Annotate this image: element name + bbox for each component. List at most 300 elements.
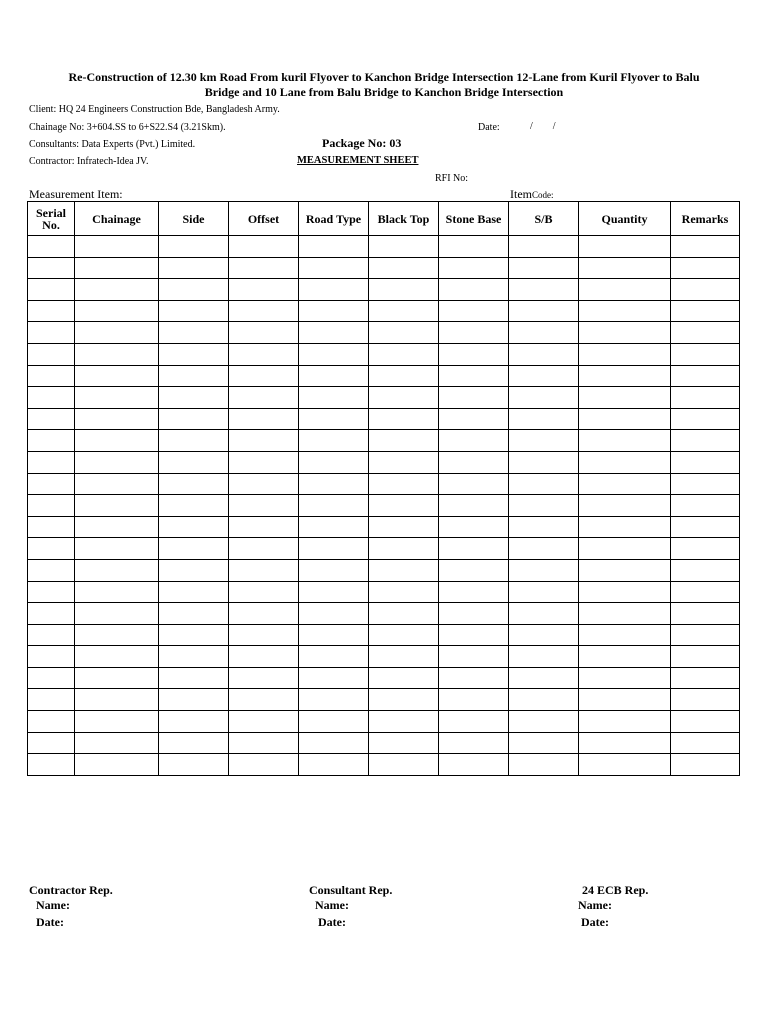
table-cell[interactable] [509, 343, 579, 365]
table-cell[interactable] [75, 646, 159, 668]
table-cell[interactable] [299, 473, 369, 495]
table-cell[interactable] [28, 495, 75, 517]
table-cell[interactable] [439, 732, 509, 754]
table-cell[interactable] [439, 236, 509, 258]
table-row [28, 516, 740, 538]
table-cell[interactable] [369, 343, 439, 365]
table-cell[interactable] [369, 365, 439, 387]
table-cell[interactable] [439, 754, 509, 776]
table-cell[interactable] [159, 451, 229, 473]
table-cell[interactable] [439, 408, 509, 430]
table-cell[interactable] [579, 236, 671, 258]
table-cell[interactable] [671, 732, 740, 754]
table-cell[interactable] [229, 408, 299, 430]
table-cell[interactable] [369, 236, 439, 258]
table-cell[interactable] [369, 711, 439, 733]
table-cell[interactable] [671, 516, 740, 538]
table-cell[interactable] [159, 430, 229, 452]
table-row [28, 430, 740, 452]
table-cell[interactable] [299, 711, 369, 733]
table-cell[interactable] [509, 322, 579, 344]
table-cell[interactable] [75, 473, 159, 495]
table-cell[interactable] [509, 236, 579, 258]
table-cell[interactable] [579, 365, 671, 387]
table-cell[interactable] [28, 711, 75, 733]
table-cell[interactable] [229, 516, 299, 538]
table-cell[interactable] [299, 387, 369, 409]
table-cell[interactable] [369, 538, 439, 560]
table-cell[interactable] [75, 408, 159, 430]
table-cell[interactable] [28, 646, 75, 668]
table-cell[interactable] [229, 689, 299, 711]
table-cell[interactable] [75, 754, 159, 776]
item-code-label [510, 187, 554, 202]
table-cell[interactable] [229, 300, 299, 322]
table-cell[interactable] [229, 236, 299, 258]
table-cell[interactable] [159, 365, 229, 387]
table-cell[interactable] [671, 236, 740, 258]
table-cell[interactable] [579, 689, 671, 711]
table-cell[interactable] [28, 516, 75, 538]
table-cell[interactable] [369, 516, 439, 538]
table-cell[interactable] [439, 300, 509, 322]
table-cell[interactable] [28, 408, 75, 430]
table-cell[interactable] [229, 343, 299, 365]
table-cell[interactable] [509, 603, 579, 625]
table-cell[interactable] [28, 257, 75, 279]
column-header-offset: Offset [229, 202, 299, 236]
table-cell[interactable] [579, 408, 671, 430]
table-cell[interactable] [229, 495, 299, 517]
table-cell[interactable] [299, 322, 369, 344]
table-row [28, 322, 740, 344]
table-cell[interactable] [439, 603, 509, 625]
table-row [28, 559, 740, 581]
table-cell[interactable] [28, 300, 75, 322]
table-cell[interactable] [579, 322, 671, 344]
table-cell[interactable] [159, 279, 229, 301]
table-cell[interactable] [369, 581, 439, 603]
table-cell[interactable] [28, 322, 75, 344]
table-cell[interactable] [75, 516, 159, 538]
table-cell[interactable] [369, 689, 439, 711]
table-cell[interactable] [28, 559, 75, 581]
column-header-road-type: Road Type [299, 202, 369, 236]
table-cell[interactable] [579, 473, 671, 495]
date-label: Date: [478, 122, 500, 133]
table-cell[interactable] [509, 538, 579, 560]
table-cell[interactable] [299, 754, 369, 776]
table-cell[interactable] [369, 451, 439, 473]
table-cell[interactable] [579, 711, 671, 733]
table-cell[interactable] [579, 538, 671, 560]
table-cell[interactable] [509, 451, 579, 473]
table-cell[interactable] [159, 257, 229, 279]
table-cell[interactable] [671, 495, 740, 517]
column-header-quantity: Quantity [579, 202, 671, 236]
table-cell[interactable] [299, 646, 369, 668]
column-header-remarks: Remarks [671, 202, 740, 236]
table-cell[interactable] [75, 581, 159, 603]
table-cell[interactable] [299, 430, 369, 452]
table-cell[interactable] [229, 430, 299, 452]
table-cell[interactable] [229, 711, 299, 733]
table-row [28, 257, 740, 279]
table-cell[interactable] [671, 559, 740, 581]
table-cell[interactable] [509, 667, 579, 689]
table-cell[interactable] [229, 624, 299, 646]
table-cell[interactable] [229, 667, 299, 689]
table-cell[interactable] [28, 430, 75, 452]
table-cell[interactable] [28, 451, 75, 473]
table-cell[interactable] [579, 581, 671, 603]
chainage-line: Chainage No: 3+604.SS to 6+S22.S4 (3.21Skm). [29, 122, 226, 133]
column-header-chainage: Chainage [75, 202, 159, 236]
table-cell[interactable] [75, 257, 159, 279]
table-cell[interactable] [299, 300, 369, 322]
sheet-title: MEASUREMENT SHEET [297, 155, 419, 166]
table-cell[interactable] [671, 257, 740, 279]
table-cell[interactable] [75, 451, 159, 473]
client-line: Client: HQ 24 Engineers Construction Bde, Bangladesh Army. [29, 104, 280, 115]
table-cell[interactable] [509, 408, 579, 430]
table-cell[interactable] [509, 516, 579, 538]
table-cell[interactable] [159, 408, 229, 430]
table-cell[interactable] [299, 451, 369, 473]
table-cell[interactable] [28, 343, 75, 365]
table-cell[interactable] [369, 300, 439, 322]
table-cell[interactable] [75, 711, 159, 733]
table-cell[interactable] [28, 387, 75, 409]
table-cell[interactable] [671, 451, 740, 473]
table-cell[interactable] [229, 581, 299, 603]
table-row [28, 711, 740, 733]
table-cell[interactable] [509, 495, 579, 517]
date-slashes: / / [530, 121, 556, 132]
table-cell[interactable] [299, 559, 369, 581]
table-cell[interactable] [369, 473, 439, 495]
table-cell[interactable] [159, 387, 229, 409]
table-row [28, 473, 740, 495]
table-row [28, 300, 740, 322]
table-cell[interactable] [75, 495, 159, 517]
table-cell[interactable] [671, 538, 740, 560]
table-cell[interactable] [369, 279, 439, 301]
table-cell[interactable] [439, 711, 509, 733]
table-cell[interactable] [579, 603, 671, 625]
table-cell[interactable] [439, 689, 509, 711]
column-header-sb: S/B [509, 202, 579, 236]
table-cell[interactable] [579, 559, 671, 581]
table-cell[interactable] [439, 430, 509, 452]
table-cell[interactable] [159, 667, 229, 689]
table-cell[interactable] [369, 624, 439, 646]
table-cell[interactable] [159, 689, 229, 711]
table-cell[interactable] [159, 322, 229, 344]
table-cell[interactable] [439, 451, 509, 473]
table-cell[interactable] [579, 257, 671, 279]
table-cell[interactable] [671, 430, 740, 452]
table-cell[interactable] [671, 279, 740, 301]
table-cell[interactable] [579, 646, 671, 668]
table-cell[interactable] [159, 300, 229, 322]
table-cell[interactable] [369, 732, 439, 754]
table-cell[interactable] [579, 667, 671, 689]
table-cell[interactable] [159, 732, 229, 754]
table-cell[interactable] [509, 689, 579, 711]
table-cell[interactable] [369, 603, 439, 625]
table-cell[interactable] [299, 365, 369, 387]
table-cell[interactable] [28, 581, 75, 603]
table-cell[interactable] [229, 322, 299, 344]
table-cell[interactable] [369, 667, 439, 689]
table-cell[interactable] [509, 754, 579, 776]
table-cell[interactable] [299, 516, 369, 538]
table-cell[interactable] [671, 646, 740, 668]
table-cell[interactable] [75, 279, 159, 301]
table-cell[interactable] [439, 538, 509, 560]
table-cell[interactable] [579, 300, 671, 322]
table-cell[interactable] [75, 365, 159, 387]
table-cell[interactable] [229, 387, 299, 409]
table-body [28, 236, 740, 776]
table-cell[interactable] [159, 754, 229, 776]
table-cell[interactable] [159, 624, 229, 646]
table-cell[interactable] [75, 322, 159, 344]
table-cell[interactable] [369, 559, 439, 581]
table-row [28, 236, 740, 258]
table-cell[interactable] [579, 451, 671, 473]
table-cell[interactable] [299, 603, 369, 625]
table-cell[interactable] [671, 343, 740, 365]
table-cell[interactable] [299, 624, 369, 646]
contractor-rep-name-label: Name: [36, 898, 70, 912]
table-row [28, 387, 740, 409]
table-cell[interactable] [159, 516, 229, 538]
table-cell[interactable] [299, 343, 369, 365]
table-cell[interactable] [439, 322, 509, 344]
table-cell[interactable] [509, 711, 579, 733]
table-cell[interactable] [671, 689, 740, 711]
table-cell[interactable] [75, 236, 159, 258]
table-cell[interactable] [299, 408, 369, 430]
table-cell[interactable] [579, 516, 671, 538]
table-cell[interactable] [671, 300, 740, 322]
table-cell[interactable] [229, 559, 299, 581]
table-row [28, 343, 740, 365]
table-cell[interactable] [509, 387, 579, 409]
table-cell[interactable] [579, 495, 671, 517]
table-cell[interactable] [159, 495, 229, 517]
table-cell[interactable] [28, 754, 75, 776]
consultants-line: Consultants: Data Experts (Pvt.) Limited. [29, 139, 196, 150]
document-title [20, 70, 748, 100]
table-cell[interactable] [671, 322, 740, 344]
table-cell[interactable] [579, 624, 671, 646]
table-cell[interactable] [159, 646, 229, 668]
table-cell[interactable] [369, 387, 439, 409]
table-cell[interactable] [299, 581, 369, 603]
table-cell[interactable] [159, 343, 229, 365]
table-cell[interactable] [159, 581, 229, 603]
table-cell[interactable] [369, 257, 439, 279]
table-cell[interactable] [75, 300, 159, 322]
table-cell[interactable] [229, 646, 299, 668]
table-cell[interactable] [28, 365, 75, 387]
table-cell[interactable] [439, 646, 509, 668]
table-cell[interactable] [28, 473, 75, 495]
table-cell[interactable] [439, 667, 509, 689]
table-cell[interactable] [75, 559, 159, 581]
table-cell[interactable] [509, 279, 579, 301]
table-cell[interactable] [229, 257, 299, 279]
title-line-2: Bridge and 10 Lane from Balu Bridge to Kanchon Bridge Intersection [204, 85, 564, 99]
table-cell[interactable] [75, 538, 159, 560]
table-cell[interactable] [229, 365, 299, 387]
table-cell[interactable] [75, 624, 159, 646]
consultant-rep-date-label: Date: [318, 915, 346, 929]
table-cell[interactable] [159, 559, 229, 581]
table-cell[interactable] [75, 689, 159, 711]
table-cell[interactable] [75, 732, 159, 754]
table-cell[interactable] [439, 279, 509, 301]
table-cell[interactable] [671, 387, 740, 409]
table-cell[interactable] [439, 516, 509, 538]
table-cell[interactable] [75, 603, 159, 625]
table-row [28, 754, 740, 776]
table-cell[interactable] [579, 430, 671, 452]
table-cell[interactable] [671, 408, 740, 430]
table-row [28, 732, 740, 754]
table-cell[interactable] [509, 646, 579, 668]
consultant-rep-title: Consultant Rep. [309, 883, 393, 897]
table-cell[interactable] [509, 559, 579, 581]
table-cell[interactable] [439, 343, 509, 365]
table-row [28, 603, 740, 625]
table-cell[interactable] [159, 603, 229, 625]
table-cell[interactable] [75, 387, 159, 409]
table-cell[interactable] [369, 495, 439, 517]
table-cell[interactable] [229, 732, 299, 754]
title-line-1: Re-Construction of 12.30 km Road From kuril Flyover to Kanchon Bridge Intersection 12-Lane from Kuril Flyover to Balu [68, 70, 700, 84]
table-cell[interactable] [159, 538, 229, 560]
table-cell[interactable] [28, 624, 75, 646]
table-cell[interactable] [509, 300, 579, 322]
table-cell[interactable] [28, 236, 75, 258]
table-cell[interactable] [75, 343, 159, 365]
table-cell[interactable] [509, 473, 579, 495]
table-cell[interactable] [28, 732, 75, 754]
table-cell[interactable] [509, 732, 579, 754]
table-row [28, 667, 740, 689]
column-header-stone-base: Stone Base [439, 202, 509, 236]
table-cell[interactable] [229, 279, 299, 301]
table-header-row [28, 202, 740, 236]
table-row [28, 408, 740, 430]
table-cell[interactable] [439, 473, 509, 495]
table-cell[interactable] [75, 430, 159, 452]
table-cell[interactable] [299, 279, 369, 301]
table-cell[interactable] [439, 257, 509, 279]
table-cell[interactable] [509, 430, 579, 452]
table-cell[interactable] [229, 603, 299, 625]
table-cell[interactable] [369, 322, 439, 344]
table-cell[interactable] [299, 495, 369, 517]
table-row [28, 689, 740, 711]
table-cell[interactable] [28, 667, 75, 689]
table-cell[interactable] [509, 257, 579, 279]
table-cell[interactable] [579, 754, 671, 776]
table-cell[interactable] [671, 754, 740, 776]
table-cell[interactable] [28, 538, 75, 560]
table-cell[interactable] [671, 711, 740, 733]
consultant-rep-name-label: Name: [315, 898, 349, 912]
table-cell[interactable] [369, 646, 439, 668]
table-cell[interactable] [369, 408, 439, 430]
table-row [28, 495, 740, 517]
table-cell[interactable] [299, 257, 369, 279]
table-cell[interactable] [229, 451, 299, 473]
column-header-side: Side [159, 202, 229, 236]
table-cell[interactable] [75, 667, 159, 689]
table-cell[interactable] [439, 495, 509, 517]
table-cell[interactable] [28, 689, 75, 711]
table-cell[interactable] [28, 603, 75, 625]
table-cell[interactable] [579, 343, 671, 365]
table-cell[interactable] [509, 581, 579, 603]
table-cell[interactable] [671, 581, 740, 603]
table-cell[interactable] [299, 236, 369, 258]
table-cell[interactable] [439, 559, 509, 581]
table-cell[interactable] [579, 387, 671, 409]
table-cell[interactable] [299, 732, 369, 754]
table-cell[interactable] [299, 667, 369, 689]
table-cell[interactable] [579, 279, 671, 301]
table-cell[interactable] [159, 236, 229, 258]
table-cell[interactable] [229, 538, 299, 560]
table-cell[interactable] [229, 473, 299, 495]
table-cell[interactable] [229, 754, 299, 776]
package-number: Package No: 03 [322, 136, 402, 150]
ecb-rep-name-label: Name: [578, 898, 612, 912]
table-row [28, 538, 740, 560]
table-cell[interactable] [671, 365, 740, 387]
table-cell[interactable] [439, 581, 509, 603]
code-label: Code: [532, 190, 554, 200]
table-cell[interactable] [439, 624, 509, 646]
table-cell[interactable] [28, 279, 75, 301]
table-row [28, 451, 740, 473]
table-cell[interactable] [671, 473, 740, 495]
table-cell[interactable] [509, 624, 579, 646]
table-cell[interactable] [369, 430, 439, 452]
table-cell[interactable] [671, 624, 740, 646]
column-header-black-top: Black Top [369, 202, 439, 236]
table-cell[interactable] [439, 387, 509, 409]
table-cell[interactable] [439, 365, 509, 387]
table-cell[interactable] [159, 473, 229, 495]
table-cell[interactable] [671, 667, 740, 689]
table-cell[interactable] [509, 365, 579, 387]
table-cell[interactable] [579, 732, 671, 754]
table-cell[interactable] [369, 754, 439, 776]
table-cell[interactable] [299, 538, 369, 560]
table-cell[interactable] [671, 603, 740, 625]
table-row [28, 646, 740, 668]
table-cell[interactable] [159, 711, 229, 733]
table-cell[interactable] [299, 689, 369, 711]
contractor-line: Contractor: Infratech-Idea JV. [29, 156, 149, 167]
